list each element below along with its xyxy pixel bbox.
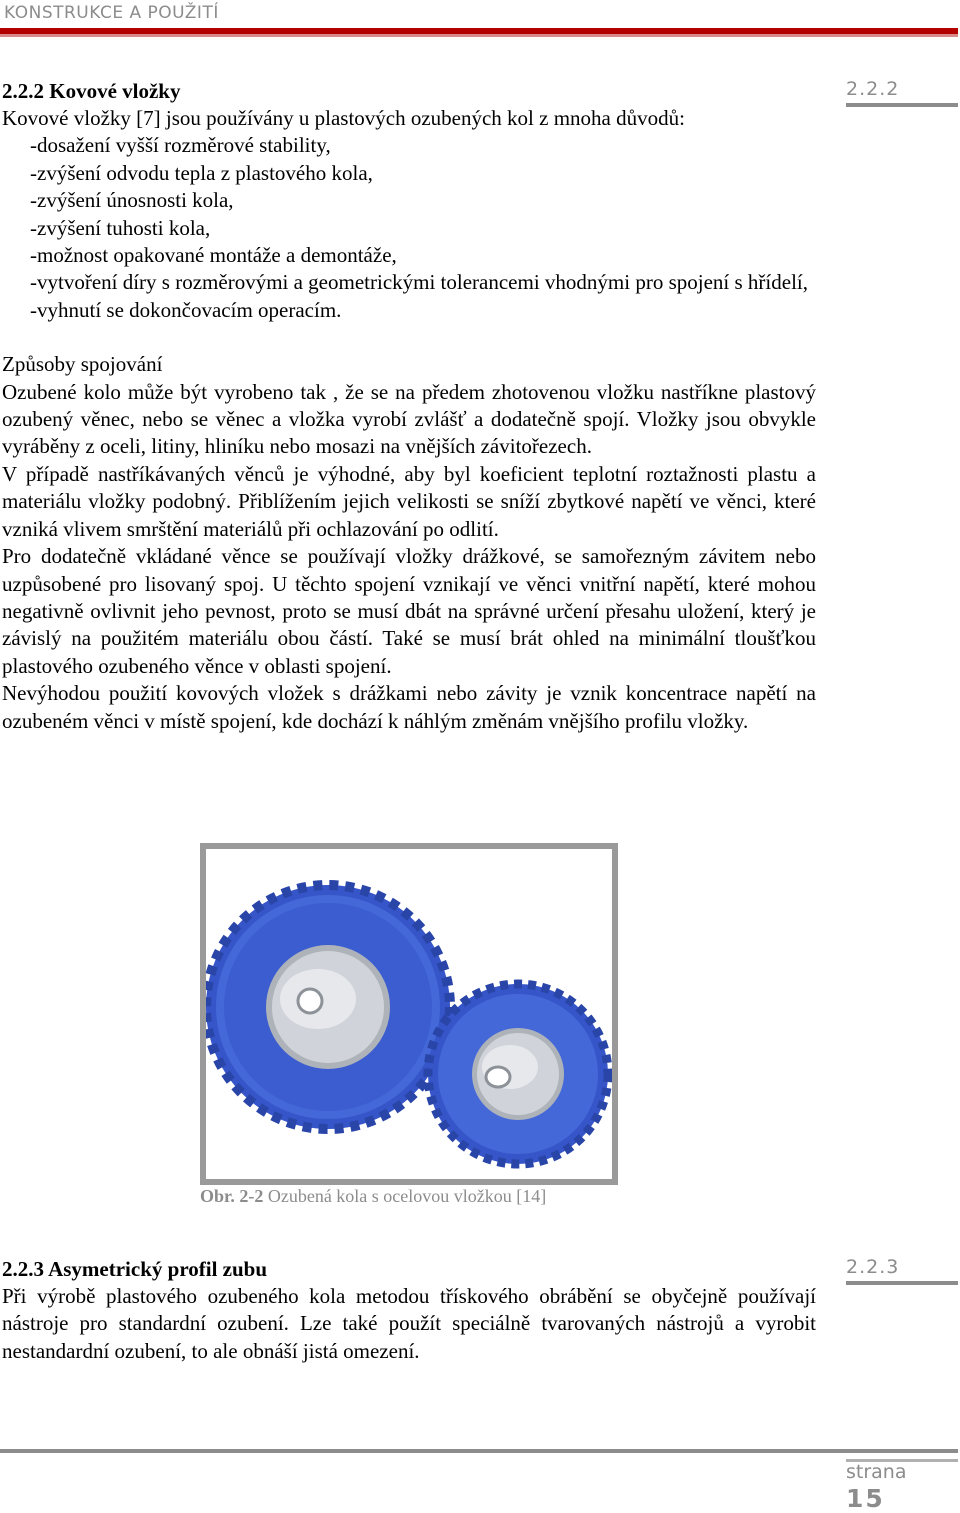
list-item: -možnost opakované montáže a demontáže, bbox=[30, 243, 397, 268]
section-2-2-2 bbox=[2, 78, 816, 735]
list-item: -zvýšení únosnosti kola, bbox=[30, 188, 234, 213]
section-heading: 2.2.2 Kovové vložky bbox=[2, 79, 181, 103]
list-item: -zvýšení tuhosti kola, bbox=[30, 215, 211, 240]
header-rule bbox=[0, 28, 958, 37]
paragraph: Ozubené kolo může být vyrobeno tak , že se na předem zhotovenou vložku nastříkne plastový ozubený věnec, nebo se věnec a vložka vyrobí zvlášť a dodatečně spojí. Vložky jsou obvykle vyráběny z oceli, litiny, hliníku nebo mosazi na vnějších závitořezech. bbox=[2, 379, 816, 459]
list-item: -vyhnutí se dokončovacím operacím. bbox=[30, 297, 342, 322]
paragraph: Při výrobě plastového ozubeného kola metodou třískového obrábění se obyčejně používají nástroje pro standardní ozubení. Lze také použít speciálně tvarovaných nástrojů a vyrobit nestandardní ozubení, to ale obnáší jistá omezení. bbox=[2, 1284, 816, 1363]
figure-caption-text: Ozubená kola s ocelovou vložkou [14] bbox=[263, 1186, 547, 1206]
footer-rule bbox=[0, 1449, 958, 1453]
side-section-number: 2.2.2 bbox=[846, 78, 900, 100]
page-label: strana bbox=[846, 1461, 907, 1483]
list-item: -zvýšení odvodu tepla z plastového kola, bbox=[30, 160, 373, 185]
paragraph: Nevýhodou použití kovových vložek s drážkami nebo závity je vznik koncentrace napětí na ozubeném věnci v místě spojení, kde dochází k náhlým změnám vnějšího profilu vložky. bbox=[2, 681, 816, 733]
figure-caption bbox=[200, 1186, 546, 1207]
paragraph: Pro dodatečně vkládané věnce se používají vložky drážkové, se samořezným závitem nebo uzpůsobené pro lisovaný spoj. U těchto spojení vznikají ve věnci vnitřní napětí, které mohou negativně ovlivnit jeho pevnost, proto se musí dbát na správné určení přesahu uložení, který je závislý na použitém materiálu obou částí. Také se musí brát ohled na minimální tloušťkou plastového ozubeného věnce v oblasti spojení. bbox=[2, 544, 816, 678]
list-item: -vytvoření díry s rozměrovými a geometrickými tolerancemi vhodnými pro spojení s hřídelí, bbox=[30, 270, 808, 295]
sub-heading: Způsoby spojování bbox=[2, 352, 163, 377]
paragraph: V případě nastříkávaných věnců je výhodné, aby byl koeficient teplotní roztažnosti plastu a materiálu vložky podobný. Přiblížením jejich velikosti se sníží zbytkové napětí ve věnci, které vzniká vlivem smrštění materiálů při ochlazování po odlití. bbox=[2, 461, 816, 541]
side-rule bbox=[846, 103, 958, 107]
section-2-2-3 bbox=[2, 1256, 816, 1365]
gears-illustration bbox=[206, 849, 612, 1179]
list-item: -dosažení vyšší rozměrové stability, bbox=[30, 133, 331, 158]
running-header: KONSTRUKCE A POUŽITÍ bbox=[4, 3, 219, 23]
side-rule bbox=[846, 1281, 958, 1285]
gears-figure bbox=[200, 843, 618, 1185]
section-heading: 2.2.3 Asymetrický profil zubu bbox=[2, 1257, 268, 1281]
page-number: 15 bbox=[846, 1484, 885, 1513]
figure-label: Obr. 2-2 bbox=[200, 1186, 264, 1206]
side-section-number: 2.2.3 bbox=[846, 1256, 900, 1278]
intro-text: Kovové vložky [7] jsou používány u plastových ozubených kol z mnoha důvodů: bbox=[2, 106, 685, 130]
